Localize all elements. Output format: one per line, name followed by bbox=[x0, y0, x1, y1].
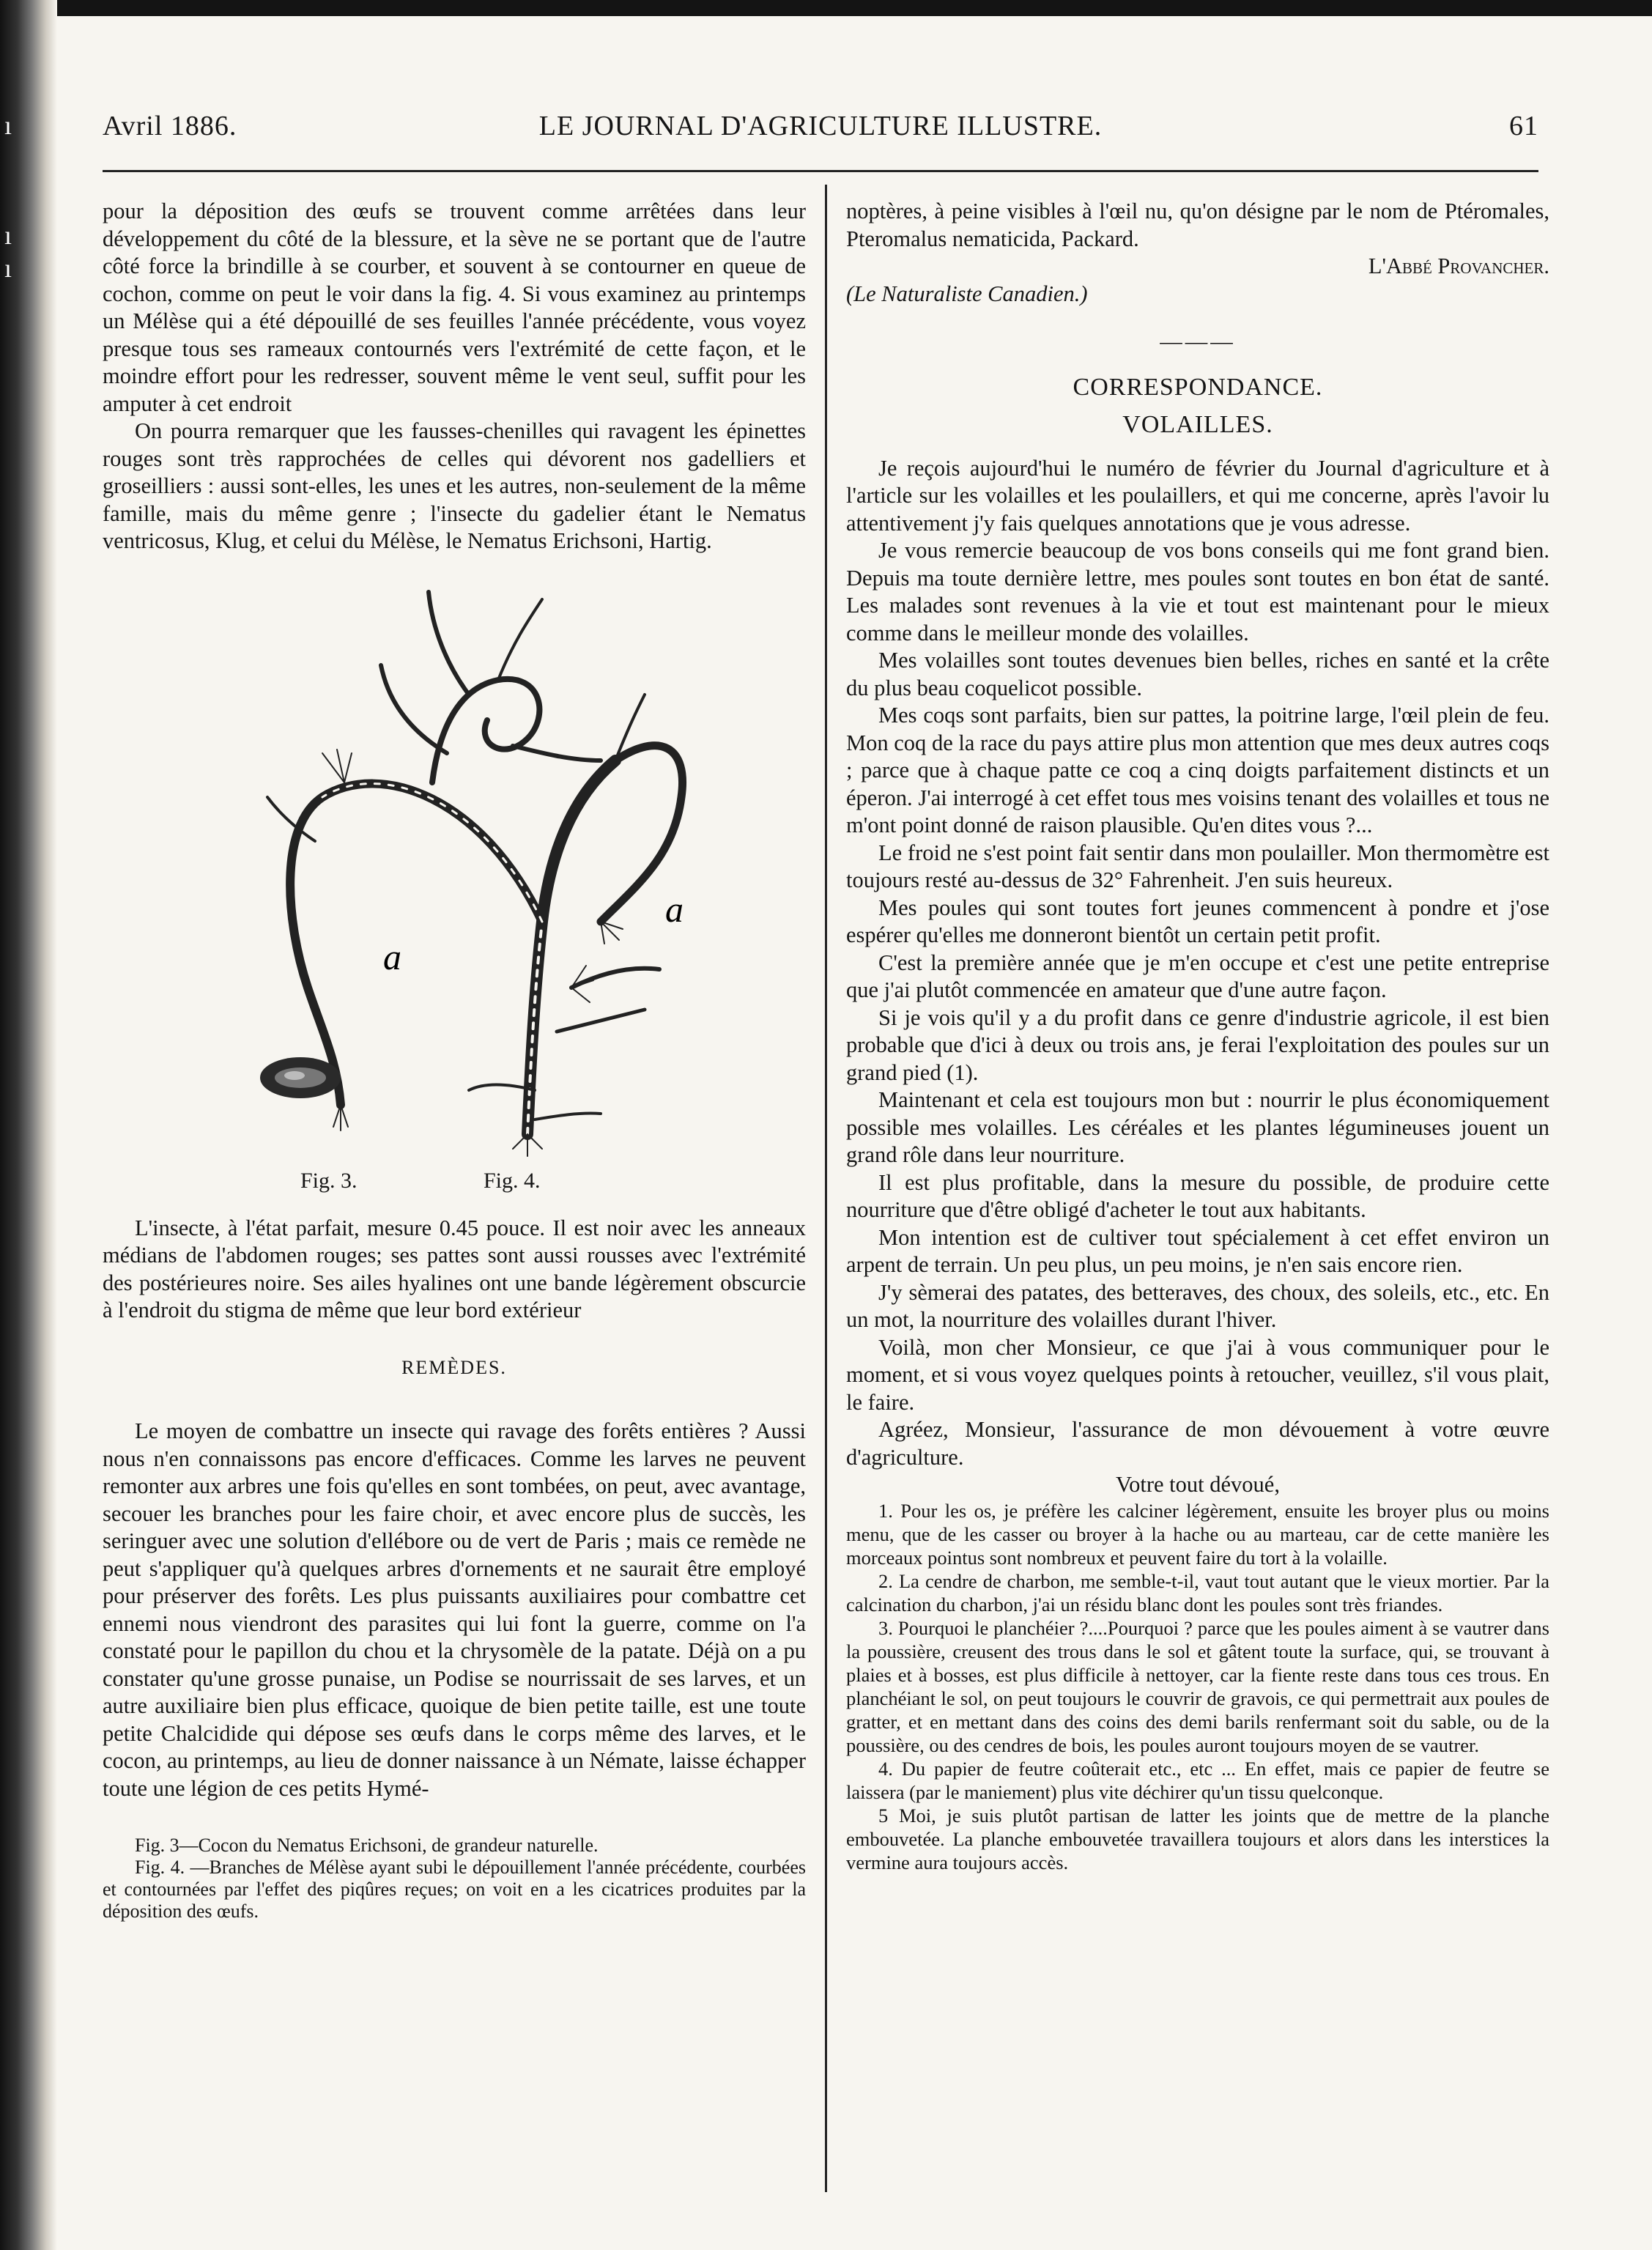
body-paragraph: L'insecte, à l'état parfait, mesure 0.45 pouce. Il est noir avec les anneaux médians de l'abdomen rouges; ses pattes sont aussi rousses avec l'extrémité des postérieures noire. Ses ailes hyalines ont une bande légèrement obscurcie à l'endroit du stigma de même que leur bord extérieur bbox=[103, 1215, 806, 1322]
left-column bbox=[103, 198, 806, 1923]
section-heading-remedes: REMÈDES. bbox=[401, 1356, 507, 1378]
letter-paragraph: Si je vois qu'il y a du profit dans ce genre d'industrie agricole, il est bien probable que d'ici à deux ou trois ans, je ferai l'exploitation des poules sur un grand pied (1). bbox=[846, 1004, 1549, 1085]
footnote: 5 Moi, je suis plutôt partisan de latter les joints que de mettre de la planche embouvetée. La planche embouvetée travaillera toujours et alors dans les interstices la vermine aura toujours accès. bbox=[846, 1804, 1549, 1873]
header-page-number: 61 bbox=[1509, 111, 1538, 141]
left-branch bbox=[290, 783, 542, 1104]
letter-paragraph: C'est la première année que je m'en occupe et c'est une petite entreprise que j'ai plutôt commencée en amateur que d'une autre façon. bbox=[846, 950, 1549, 1002]
valediction: Votre tout dévoué, bbox=[1116, 1472, 1280, 1497]
footnotes bbox=[846, 1499, 1549, 1874]
letter-paragraph: Voilà, mon cher Monsieur, ce que j'ai à vous communiquer pour le moment, et si vous voyez quelques points à retoucher, veuillez, s'il vous plait, le faire. bbox=[846, 1334, 1549, 1415]
footnote: 1. Pour les os, je préfère les calciner légèrement, ensuite les broyer plus ou moins menu, que de les casser ou broyer à la hache ou au marteau, car de cette manière les morceaux pointus sont nombreux et peuvent faire du tort à la volaille. bbox=[846, 1499, 1549, 1569]
body-paragraph: noptères, à peine visibles à l'œil nu, qu'on désigne par le nom de Ptéromales, Pteromalus nematicida, Packard. bbox=[846, 199, 1549, 251]
section-heading-correspondance: CORRESPONDANCE. bbox=[1073, 373, 1323, 401]
column-divider bbox=[825, 185, 827, 2192]
page-binding-shadow bbox=[0, 0, 57, 2250]
figure-larch-branches bbox=[103, 577, 806, 1207]
letter-paragraph: Mon intention est de cultiver tout spécialement à cet effet environ un arpent de terrain. Un peu plus, un peu moins, je n'en sais encore rien. bbox=[846, 1224, 1549, 1277]
larch-branch-illustration bbox=[103, 577, 806, 1207]
header-date: Avril 1886. bbox=[103, 111, 237, 141]
margin-mark: ı bbox=[4, 254, 12, 283]
top-edge-band bbox=[57, 0, 1652, 16]
footnote: 2. La cendre de charbon, me semble-t-il, vaut tout autant que le vieux mortier. Par la calcination du charbon, j'ai un résidu blanc dont les poules sont très friandes. bbox=[846, 1569, 1549, 1616]
figure-4-label: Fig. 4. bbox=[484, 1168, 541, 1193]
body-paragraph: On pourra remarquer que les fausses-chenilles qui ravagent les épinettes rouges sont très rapprochées de celles qui dévorent nos gadelliers et groseilliers : aussi sont-elles, les unes et les autres, non-seulement de la même famille, mais du même genre ; l'insecte du gadelier étant le Nematus ventricosus, Klug, et celui du Mélèse, le Nematus Erichsoni, Hartig. bbox=[103, 418, 806, 553]
figure-label-a: a bbox=[383, 936, 401, 977]
subsection-heading-volailles: VOLAILLES. bbox=[1122, 411, 1273, 438]
letter-paragraph: Il est plus profitable, dans la mesure du possible, de produire cette nourriture que d'être obligé d'acheter le tout aux habitants. bbox=[846, 1169, 1549, 1222]
body-paragraph: pour la déposition des œufs se trouvent comme arrêtées dans leur développement du côté de la blessure, et la sève ne se portant que de l'autre côté force la brindille à se courber, et souvent à se contourner en queue de cochon, comme on peut le voir dans la fig. 4. Si vous examinez au printemps un Mélèse qui a été dépouillé de ses feuilles l'année précédente, vous voyez presque tous ses rameaux contournés vers l'extrémité de cette façon, et le moindre effort pour les redresser, souvent même le vent seul, suffit pour les amputer à cet endroit bbox=[103, 199, 806, 416]
body-paragraph: Le moyen de combattre un insecte qui ravage des forêts entières ? Aussi nous n'en connaissons pas encore d'efficaces. Comme les larves ne peuvent remonter aux arbres une fois qu'elles en sont tombées, on peut, avec avantage, secouer les branches pour les faire choir, et avec encore plus de succès, les seringuer avec une solution d'ellébore ou de vert de Paris ; mais ce remède ne peut s'appliquer qu'à quelques arbres d'ornements et ne saurait être employé pour préserver des forêts. Les plus puissants auxiliaires pour combattre cet ennemi nous viendront des parasites qui lui font la guerre, comme on l'a constaté pour le papillon du chou et la chrysomèle de la patate. Déjà on a pu constater qu'une grosse punaise, un Podise se nourrissait de ses larves, et un autre auxiliaire bien plus efficace, quoique de bien petite taille, est une toute petite Chalcidide qui dépose ses œufs dans le corps même des larves, et le cocon, au printemps, au lieu de donner naissance à un Némate, laisse échapper toute une légion de ces petits Hymé- bbox=[103, 1418, 806, 1801]
footnote: 3. Pourquoi le planchéier ?....Pourquoi ? parce que les poules aiment à se vautrer dans la poussière, creusent des trous dans le sol et gâtent toute la surface, qui, se trouvant à plaies et à bosses, est plus difficile à nettoyer, car la fiente reste dans tous ces trous. En planchéiant le sol, on peut toujours le couvrir de gravois, ce qui permettrait aux poules de gratter, et en mettant dans des coins des demi barils renfermant soit du sable, ou de la poussière, ou des cendres de bois, les poules auront toujours moyen de se vautrer. bbox=[846, 1616, 1549, 1756]
source-citation: (Le Naturaliste Canadien.) bbox=[846, 281, 1088, 306]
footnote: 4. Du papier de feutre coûterait etc., etc ... En effet, mais ce papier de feutre se laissera (par le maniement) plus vite déchirer qu'un tissu quelconque. bbox=[846, 1757, 1549, 1803]
figure-label-a: a bbox=[665, 888, 684, 930]
letter-paragraph: Agréez, Monsieur, l'assurance de mon dévouement à votre œuvre d'agriculture. bbox=[846, 1417, 1549, 1470]
letter-paragraph: Mes poules qui sont toutes fort jeunes commencent à pondre et j'ose espérer qu'elles me donneront bientôt un certain petit profit. bbox=[846, 895, 1549, 947]
letter-paragraph: J'y sèmerai des patates, des betteraves, des choux, des soleils, etc., etc. En un mot, la nourriture des volailles durant l'hiver. bbox=[846, 1279, 1549, 1332]
header-journal-title: LE JOURNAL D'AGRICULTURE ILLUSTRE. bbox=[538, 111, 1103, 141]
margin-mark: ı bbox=[4, 111, 12, 140]
letter-paragraph: Le froid ne s'est point fait sentir dans mon poulailler. Mon thermomètre est toujours resté au-dessus de 32° Fahrenheit. J'en suis heureux. bbox=[846, 840, 1549, 892]
letter-paragraph: Mes volailles sont toutes devenues bien belles, riches en santé et la crête du plus beau coquelicot possible. bbox=[846, 648, 1549, 700]
margin-mark: ı bbox=[4, 221, 12, 250]
letter-paragraph: Mes coqs sont parfaits, bien sur pattes, la poitrine large, l'œil plein de feu. Mon coq de la race du pays attire plus mon attention que mes deux autres coqs ; parce que à chaque patte ce coq a cinq doigts parfaitement distincts et un éperon. J'ai interrogé à cet effet tous mes voisins tenant des volailles et tous ne m'ont point donné de raison plausible. Qu'en dites vous ?... bbox=[846, 703, 1549, 837]
figure-captions bbox=[103, 1835, 806, 1923]
author-signature: L'Abbé Provancher. bbox=[1368, 254, 1549, 278]
curled-twig bbox=[432, 678, 539, 782]
letter-paragraph: Maintenant et cela est toujours mon but : nourrir le plus économiquement possible mes volailles. Les céréales et les plantes légumineuses jouent un grand rôle dans leur nourriture. bbox=[846, 1087, 1549, 1167]
figure-caption: Fig. 4. —Branches de Mélèse ayant subi le dépouillement l'année précédente, courbées et contournées par l'effet des piqûres reçues; on voit en a les cicatrices produites par la déposition des œufs. bbox=[103, 1857, 806, 1922]
running-header bbox=[103, 110, 1538, 154]
figure-caption: Fig. 3—Cocon du Nematus Erichsoni, de grandeur naturelle. bbox=[135, 1835, 599, 1856]
separator: ——— bbox=[1160, 329, 1236, 354]
letter-paragraph: Je reçois aujourd'hui le numéro de février du Journal d'agriculture et à l'article sur les volailles et les poulaillers, et qui me concerne, après l'avoir lu attentivement j'y fais quelques annotations que je vous adresse. bbox=[846, 455, 1549, 536]
figure-3-label: Fig. 3. bbox=[300, 1168, 358, 1193]
header-rule bbox=[103, 170, 1538, 172]
letter-paragraph: Je vous remercie beaucoup de vos bons conseils qui me font grand bien. Depuis ma toute dernière lettre, mes poules sont toutes en bon état de santé. Les malades sont revenues à la vie et tout est maintenant pour le mieux comme dans le meilleur monde des volailles. bbox=[846, 538, 1549, 645]
right-column bbox=[846, 198, 1549, 1874]
